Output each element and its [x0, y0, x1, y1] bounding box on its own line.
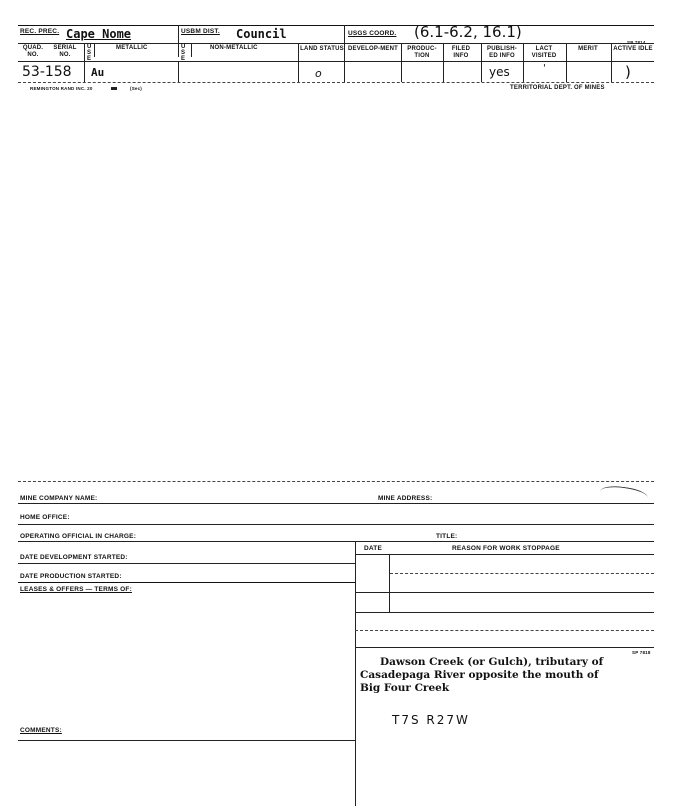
last-visited-value: ' [543, 63, 546, 74]
land-status-value: o [315, 67, 322, 80]
metallic-value: Au [91, 66, 105, 79]
leases-label: LEASES & OFFERS — TERMS OF: [20, 586, 132, 593]
form-code: (Sec) [130, 86, 143, 91]
usgs-coord-value: (6.1-6.2, 16.1) [414, 23, 522, 41]
col-land-status: LAND STATUS [300, 46, 344, 52]
col-active-idle: ACTIVE IDLE [613, 46, 653, 52]
printer-mark [111, 87, 117, 90]
township-range: T7S R27W [392, 713, 470, 727]
col-use-nonmetallic [181, 44, 186, 62]
use-letter-s-2: S [181, 50, 186, 56]
use-letter-e: E [87, 56, 92, 62]
usbm-dist-value: Council [236, 27, 287, 41]
comments-label: COMMENTS: [20, 727, 62, 734]
form-number: SP 7814 [627, 40, 646, 45]
remarks-line-1: Dawson Creek (or Gulch), tributary of [380, 656, 604, 668]
printer-credit: REMINGTON RAND INC. 20 [30, 86, 93, 91]
col-non-metallic: NON-METALLIC [210, 45, 258, 51]
date-col-label: DATE [364, 545, 383, 552]
col-production: PRODUC-TION [407, 46, 437, 59]
mine-company-name-label: MINE COMPANY NAME: [20, 495, 98, 502]
mine-address-label: MINE ADDRESS: [378, 495, 433, 502]
department-name: TERRITORIAL DEPT. OF MINES [510, 85, 605, 91]
col-metallic: METALLIC [116, 45, 148, 51]
use-letter-u-2: U [181, 44, 186, 50]
date-production-label: DATE PRODUCTION STARTED: [20, 573, 122, 580]
operating-official-label: OPERATING OFFICIAL IN CHARGE: [20, 533, 137, 540]
rec-prec-value: Cape Nome [66, 27, 132, 41]
use-letter-e-2: E [181, 56, 186, 62]
col-development: DEVELOP-MENT [347, 46, 399, 52]
quad-serial-value: 53-158 [22, 64, 72, 80]
col-quad-no: QUAD. NO. [22, 45, 44, 58]
rec-prec-label: REC. PREC. [20, 28, 60, 35]
usgs-coord-label: USGS COORD. [348, 30, 397, 37]
remarks-block [360, 656, 652, 695]
rule-top [18, 25, 654, 26]
reason-col-label: REASON FOR WORK STOPPAGE [452, 545, 560, 552]
col-serial-no: SERIAL NO. [53, 45, 77, 58]
use-letter-s: S [87, 50, 92, 56]
active-idle-value: ) [625, 63, 631, 81]
col-merit: MERIT [578, 46, 598, 52]
col-filed-info: FILED INFO [451, 46, 471, 59]
title-label: TITLE: [436, 533, 458, 540]
col-use-metallic [87, 44, 92, 62]
remarks-line-3: Big Four Creek [360, 682, 450, 694]
use-letter-u: U [87, 44, 92, 50]
usbm-dist-label: USBM DIST. [181, 28, 220, 35]
lower-form-number: SP 7818 [632, 650, 651, 655]
col-published-info: PUBLISH-ED INFO [487, 46, 517, 59]
remarks-line-2: Casadepaga River opposite the mouth of [360, 669, 599, 681]
col-last-visited: LACT VISITED [531, 46, 557, 59]
home-office-label: HOME OFFICE: [20, 514, 70, 521]
published-info-value: yes [489, 65, 510, 79]
date-development-label: DATE DEVELOPMENT STARTED: [20, 554, 128, 561]
